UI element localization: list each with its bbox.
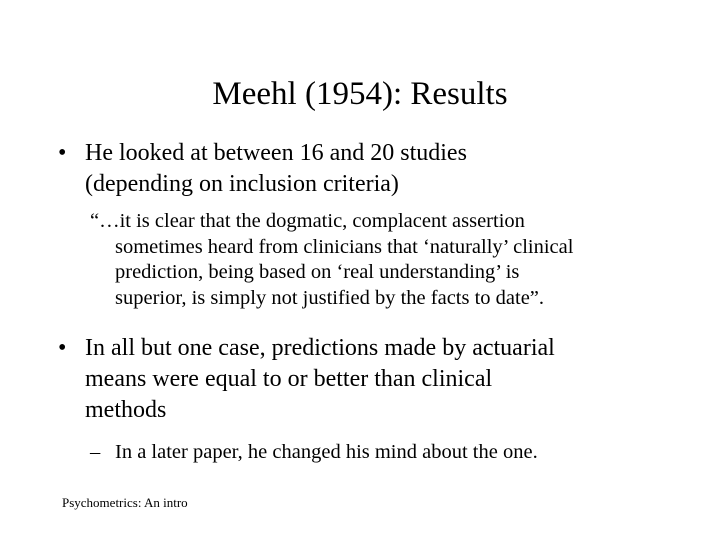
sub-bullet-marker: – xyxy=(90,441,101,463)
quote-line: sometimes heard from clinicians that ‘naturally’ clinical xyxy=(115,235,574,258)
bullet-text xyxy=(85,333,555,426)
bullet-marker: • xyxy=(58,335,67,361)
bullet-line: (depending on inclusion criteria) xyxy=(85,171,399,197)
bullet-line: methods xyxy=(85,397,167,423)
quote-line: superior, is simply not justified by the facts to date”. xyxy=(115,286,545,309)
sub-bullet-text: In a later paper, he changed his mind about the one. xyxy=(115,441,538,463)
bullet-line: In all but one case, predictions made by actuarial xyxy=(85,335,555,361)
bullet-text xyxy=(85,138,467,200)
slide-title: Meehl (1954): Results xyxy=(212,76,508,112)
quote-block xyxy=(90,209,573,311)
slide-footer: Psychometrics: An intro xyxy=(62,495,188,510)
quote-line: prediction, being based on ‘real understanding’ is xyxy=(115,261,520,283)
bullet-line: means were equal to or better than clinical xyxy=(85,366,493,392)
bullet-line: He looked at between 16 and 20 studies xyxy=(85,140,467,166)
quote-line: “…it is clear that the dogmatic, complacent assertion xyxy=(90,210,525,232)
bullet-marker: • xyxy=(58,140,67,166)
